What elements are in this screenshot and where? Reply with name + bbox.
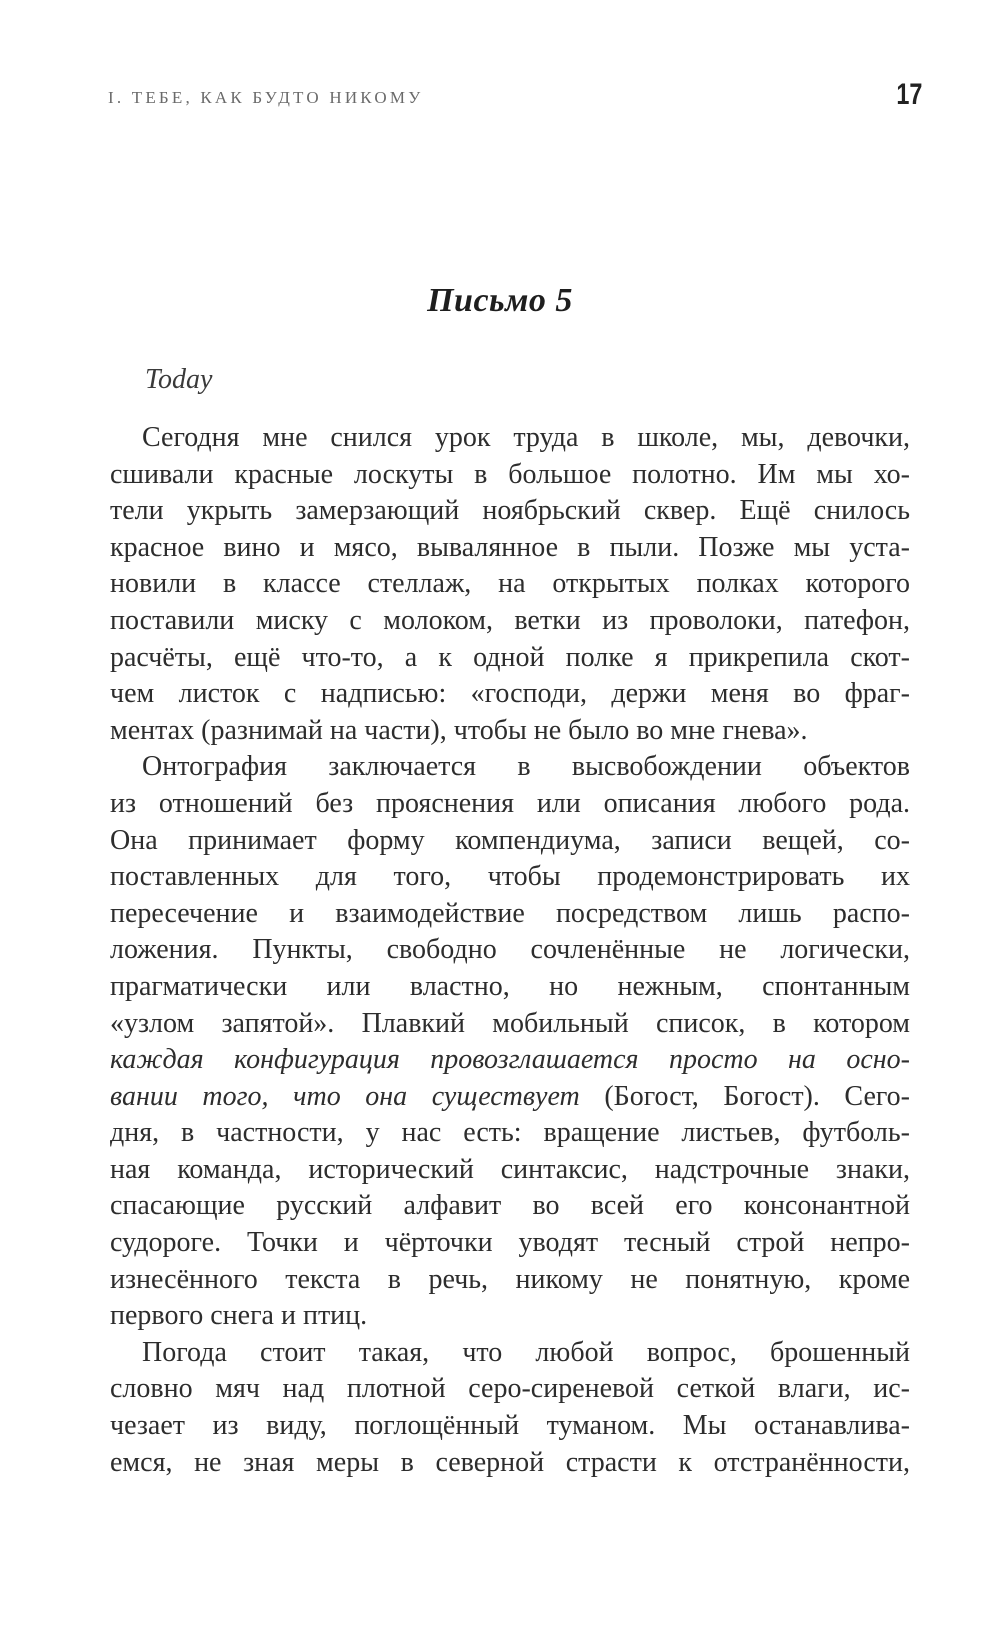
text-line: словно мяч над плотной серо-сиреневой сеткой влаги, ис- — [110, 1373, 910, 1405]
chapter-title: Письмо 5 — [427, 282, 573, 319]
text-line: емся, не зная меры в северной страсти к отстранённости, — [110, 1446, 910, 1478]
text-line-mixed — [110, 1079, 910, 1116]
text-line: Она принимает форму компендиума, записи вещей, со- — [110, 824, 910, 856]
text-line: прагматически или властно, но нежным, спонтанным — [110, 970, 910, 1002]
text-line: расчёты, ещё что-то, а к одной полке я прикрепила скот- — [110, 641, 910, 673]
text-line: Онтография заключается в высвобождении объектов — [142, 751, 910, 783]
paragraph-1 — [110, 420, 910, 749]
text-line: судороге. Точки и чёрточки уводят тесный строй непро- — [110, 1227, 910, 1259]
text-line: Погода стоит такая, что любой вопрос, брошенный — [142, 1336, 910, 1368]
text-line: дня, в частности, у нас есть: вращение листьев, футболь- — [110, 1117, 910, 1149]
text-line: пересечение и взаимодействие посредством лишь распо- — [110, 897, 910, 929]
text-line: ложения. Пункты, свободно сочленённые не логически, — [110, 934, 910, 966]
text-line: спасающие русский алфавит во всей его консонантной — [110, 1190, 910, 1222]
body-text — [110, 420, 910, 1481]
text-line-italic — [110, 1042, 910, 1079]
text-line: из отношений без прояснения или описания любого рода. — [110, 787, 910, 819]
text-line: ментах (разнимай на части), чтобы не было во мне гнева». — [110, 714, 808, 746]
text-line: первого снега и птиц. — [110, 1300, 368, 1332]
text-line: «узлом запятой». Плавкий мобильный список, в котором — [110, 1007, 910, 1039]
text-line: изнесённого текста в речь, никому не понятную, кроме — [110, 1263, 910, 1295]
italic-quote: каждая конфигурация провозглашается просто на осно- — [110, 1044, 910, 1076]
page-number: 17 — [895, 78, 922, 111]
text-line: поставленных для того, чтобы продемонстрировать их — [110, 861, 910, 893]
dateline: Today — [145, 364, 213, 395]
text-line: поставили миску с молоком, ветки из проволоки, патефон, — [110, 604, 910, 636]
paragraph-3 — [110, 1335, 910, 1481]
text-line: новили в классе стеллаж, на открытых полках которого — [110, 568, 910, 600]
italic-quote: вании того, что она существует — [110, 1080, 580, 1112]
paragraph-2 — [110, 749, 910, 1335]
text-line: Сегодня мне снился урок труда в школе, мы, девочки, — [142, 422, 910, 453]
text-line: тели укрыть замерзающий ноябрьский сквер. Ещё снилось — [110, 495, 910, 527]
citation: (Богост, Богост). Сего- — [579, 1080, 910, 1112]
running-title: I. ТЕБЕ, КАК БУДТО НИКОМУ — [108, 88, 424, 107]
text-line: чезает из виду, поглощённый туманом. Мы останавлива- — [110, 1410, 910, 1442]
text-line: красное вино и мясо, вывалянное в пыли. Позже мы уста- — [110, 531, 910, 563]
text-line: чем листок с надписью: «господи, держи меня во фраг- — [110, 678, 910, 710]
text-line: ная команда, исторический синтаксис, надстрочные знаки, — [110, 1153, 910, 1185]
text-line: сшивали красные лоскуты в большое полотно. Им мы хо- — [110, 458, 910, 490]
